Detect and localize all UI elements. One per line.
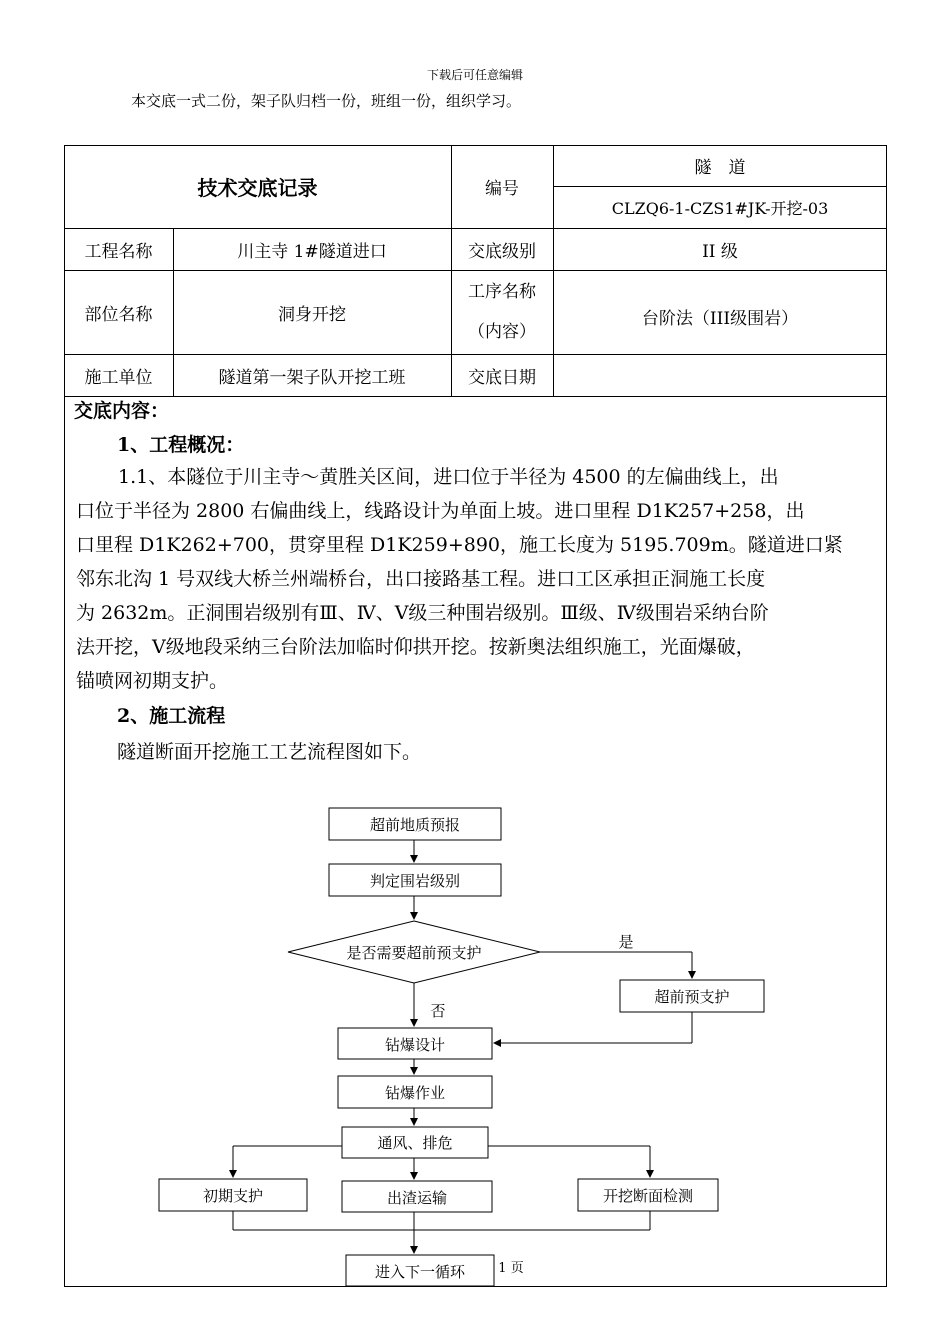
initial-support-label: 初期支护 bbox=[202, 1187, 264, 1205]
mucking-label: 出渣运输 bbox=[386, 1189, 448, 1207]
copy-note: 本交底一式二份，架子队归档一份，班组一份，组织学习。 bbox=[131, 92, 522, 110]
code-value-top: 隧 道 bbox=[694, 158, 746, 178]
project-label: 工程名称 bbox=[84, 241, 153, 262]
part-value: 洞身开挖 bbox=[278, 304, 346, 325]
level-value: II 级 bbox=[702, 241, 738, 262]
part-label: 部位名称 bbox=[84, 304, 153, 325]
next-cycle-label: 进入下一循环 bbox=[374, 1263, 466, 1281]
paragraph-line: 邻东北沟 1 号双线大桥兰州端桥台，出口接路基工程。进口工区承担正洞施工长度 bbox=[76, 568, 766, 590]
process-label bbox=[451, 270, 553, 354]
code-value-bottom: CLZQ6-1-CZS1#JK-开挖-03 bbox=[611, 198, 829, 218]
unit-label: 施工单位 bbox=[84, 367, 153, 388]
process-label-line1: 工序名称 bbox=[468, 282, 536, 302]
paragraph-line: 法开挖，Ⅴ级地段采纳三台阶法加临时仰拱开挖。按新奥法组织施工，光面爆破， bbox=[76, 636, 755, 658]
process-value: 台阶法（III级围岩） bbox=[641, 309, 799, 329]
flow-intro: 隧道断面开挖施工工艺流程图如下。 bbox=[117, 741, 422, 763]
section-1-heading: 1、工程概况： bbox=[117, 434, 245, 456]
yes-label: 是 bbox=[618, 933, 634, 951]
unit-value: 隧道第一架子队开挖工班 bbox=[218, 367, 406, 388]
level-label: 交底级别 bbox=[468, 241, 536, 262]
content-heading: 交底内容： bbox=[74, 400, 170, 422]
project-value: 川主寺 1#隧道进口 bbox=[237, 241, 387, 262]
page-number: 1 页 bbox=[498, 1261, 524, 1276]
section-2-heading: 2、施工流程 bbox=[117, 705, 226, 727]
blast-design-label: 钻爆设计 bbox=[384, 1036, 446, 1054]
header-note: 下载后可任意编辑 bbox=[426, 68, 523, 82]
record-title: 技术交底记录 bbox=[197, 176, 318, 200]
table-divider bbox=[64, 396, 887, 397]
process-label-line2: （内容） bbox=[468, 322, 536, 342]
decision-label: 是否需要超前预支护 bbox=[346, 944, 482, 962]
blast-work-label: 钻爆作业 bbox=[384, 1084, 446, 1102]
ventilation-label: 通风、排危 bbox=[377, 1134, 453, 1152]
date-value bbox=[553, 354, 887, 396]
no-label: 否 bbox=[430, 1002, 446, 1020]
geo-forecast-label: 超前地质预报 bbox=[369, 816, 461, 834]
paragraph-line: 为 2632m。正洞围岩级别有Ⅲ、Ⅳ、Ⅴ级三种围岩级别。Ⅲ级、Ⅳ级围岩采纳台阶 bbox=[76, 602, 769, 624]
pre-support-label: 超前预支护 bbox=[654, 988, 730, 1006]
paragraph-line: 口位于半径为 2800 右偏曲线上，线路设计为单面上坡。进口里程 D1K257+258，出 bbox=[76, 500, 805, 522]
paragraph-line: 口里程 D1K262+700，贯穿里程 D1K259+890，施工长度为 5195.709m。隧道进口紧 bbox=[76, 534, 843, 556]
paragraph-line: 锚喷网初期支护。 bbox=[76, 670, 229, 692]
code-label: 编号 bbox=[485, 179, 519, 199]
date-label: 交底日期 bbox=[468, 367, 536, 388]
overview-paragraph bbox=[76, 460, 880, 698]
section-check-label: 开挖断面检测 bbox=[602, 1187, 694, 1205]
paragraph-line: 1.1、本隧位于川主寺～黄胜关区间，进口位于半径为 4500 的左偏曲线上，出 bbox=[118, 466, 779, 488]
rock-grade-label: 判定围岩级别 bbox=[369, 872, 461, 890]
